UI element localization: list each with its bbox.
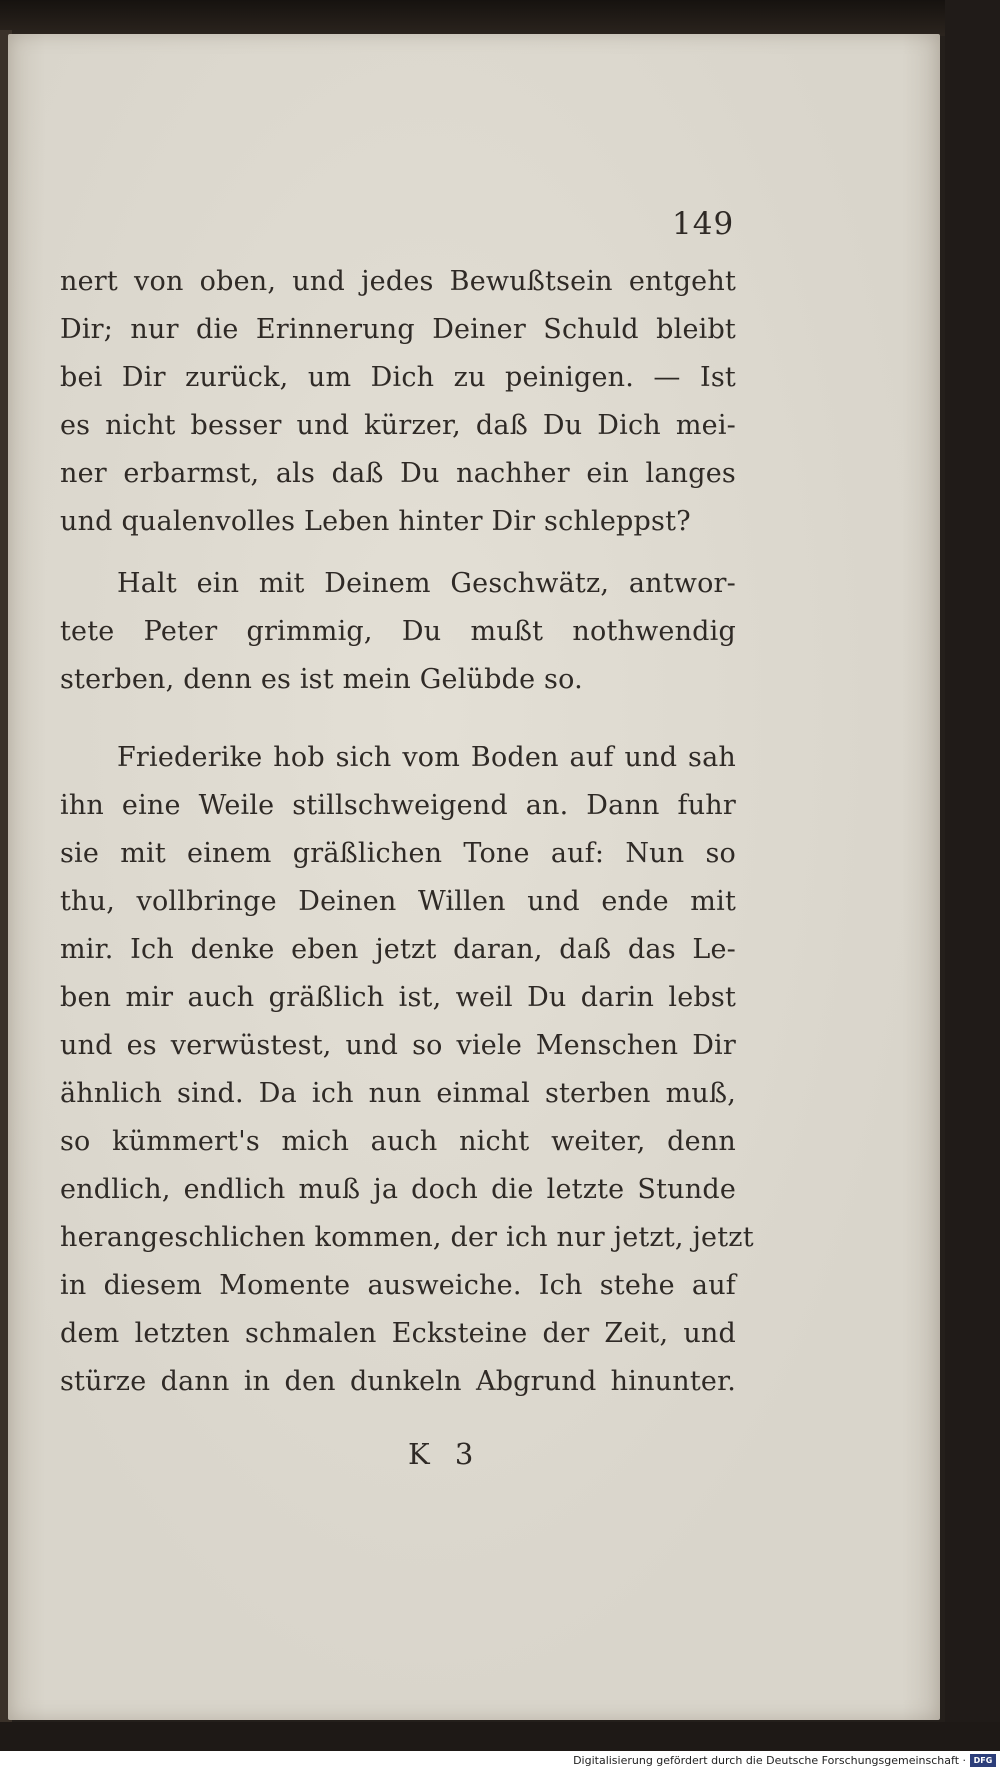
text-line: es nicht besser und kürzer, daß Du Dich mei- bbox=[60, 410, 736, 441]
text-line: ihn eine Weile stillschweigend an. Dann fuhr bbox=[60, 790, 736, 821]
text-line: in diesem Momente ausweiche. Ich stehe auf bbox=[60, 1270, 736, 1301]
page-number: 149 bbox=[672, 206, 735, 242]
text-line: sie mit einem gräßlichen Tone auf: Nun so bbox=[60, 838, 736, 869]
text-line: und qualenvolles Leben hinter Dir schleppst? bbox=[60, 506, 691, 537]
text-line: und es verwüstest, und so viele Menschen Dir bbox=[60, 1030, 736, 1061]
text-line: so kümmert's mich auch nicht weiter, denn bbox=[60, 1126, 736, 1157]
text-line: bei Dir zurück, um Dich zu peinigen. — Ist bbox=[60, 362, 736, 393]
text-line: Halt ein mit Deinem Geschwätz, antwor- bbox=[117, 568, 736, 599]
text-line: Dir; nur die Erinnerung Deiner Schuld bleibt bbox=[60, 314, 736, 345]
scan-right-border bbox=[945, 0, 1000, 1771]
signature-mark: K 3 bbox=[408, 1437, 482, 1471]
footer-bar bbox=[0, 1751, 1000, 1771]
text-line: Friederike hob sich vom Boden auf und sah bbox=[117, 742, 736, 773]
body-text bbox=[60, 258, 754, 1406]
text-line: thu, vollbringe Deinen Willen und ende mit bbox=[60, 886, 736, 917]
text-line: ben mir auch gräßlich ist, weil Du darin lebst bbox=[60, 982, 736, 1013]
footer-credit: Digitalisierung gefördert durch die Deutsche Forschungsgemeinschaft · bbox=[573, 1754, 966, 1767]
text-line: mir. Ich denke eben jetzt daran, daß das Le- bbox=[60, 934, 736, 965]
text-line: ähnlich sind. Da ich nun einmal sterben muß, bbox=[60, 1078, 736, 1109]
text-line: stürze dann in den dunkeln Abgrund hinunter. bbox=[60, 1366, 736, 1397]
text-line: herangeschlichen kommen, der ich nur jetzt, jetzt bbox=[60, 1222, 754, 1253]
text-line: dem letzten schmalen Ecksteine der Zeit, und bbox=[60, 1318, 736, 1349]
text-line: sterben, denn es ist mein Gelübde so. bbox=[60, 664, 583, 695]
text-line: endlich, endlich muß ja doch die letzte Stunde bbox=[60, 1174, 736, 1205]
text-line: ner erbarmst, als daß Du nachher ein langes bbox=[60, 458, 736, 489]
text-line: nert von oben, und jedes Bewußtsein entgeht bbox=[60, 266, 736, 297]
dfg-logo-icon: DFG bbox=[970, 1754, 996, 1767]
text-line: tete Peter grimmig, Du mußt nothwendig bbox=[60, 616, 736, 647]
scan-bottom-border bbox=[0, 1722, 1000, 1751]
scan-top-border bbox=[0, 0, 1000, 36]
